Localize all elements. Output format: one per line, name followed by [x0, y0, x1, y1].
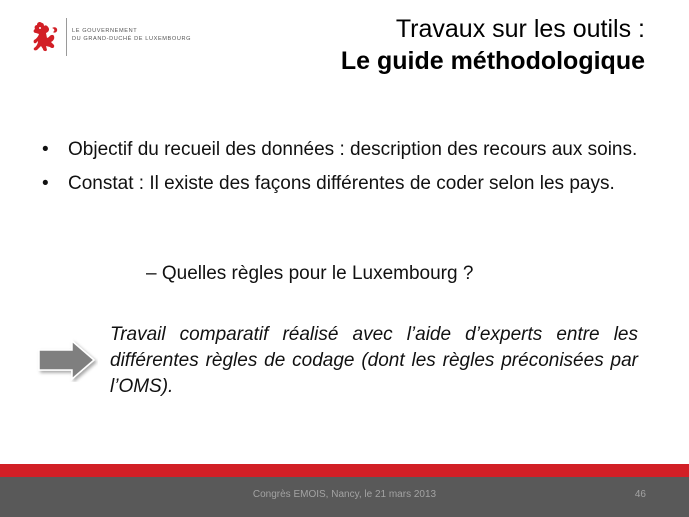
bullet-marker: •: [42, 139, 49, 160]
slide-title: [341, 14, 645, 78]
bullet-text: Constat : Il existe des façons différentes de coder selon les pays.: [68, 173, 615, 194]
sub-bullet: – Quelles règles pour le Luxembourg ?: [146, 263, 474, 284]
footer-bar: [0, 477, 689, 517]
grey-right-arrow-icon: [36, 338, 98, 382]
logo-divider: [66, 18, 67, 56]
red-lion-icon: [30, 20, 60, 54]
bullet-marker: •: [42, 173, 49, 194]
logo-line-1: LE GOUVERNEMENT: [72, 28, 138, 34]
title-line-1: Travaux sur les outils :: [395, 15, 645, 43]
bullet-text: Objectif du recueil des données : description des recours aux soins.: [68, 139, 638, 160]
bullet-list: [42, 138, 652, 206]
page-number: 46: [634, 489, 646, 500]
logo-text: [72, 27, 191, 43]
bullet-item: [42, 172, 652, 196]
title-line-2: Le guide méthodologique: [340, 47, 645, 75]
bullet-item: [42, 138, 652, 162]
government-logo: [30, 18, 230, 58]
footer-red-band: [0, 464, 689, 477]
conclusion-text: Travail comparatif réalisé avec l’aide d’experts entre les différentes règles de codage (dont les règles préconisées par l’OMS).: [110, 324, 638, 397]
logo-line-2: DU GRAND-DUCHÉ DE LUXEMBOURG: [72, 36, 192, 42]
footer-caption: Congrès EMOIS, Nancy, le 21 mars 2013: [252, 489, 437, 500]
